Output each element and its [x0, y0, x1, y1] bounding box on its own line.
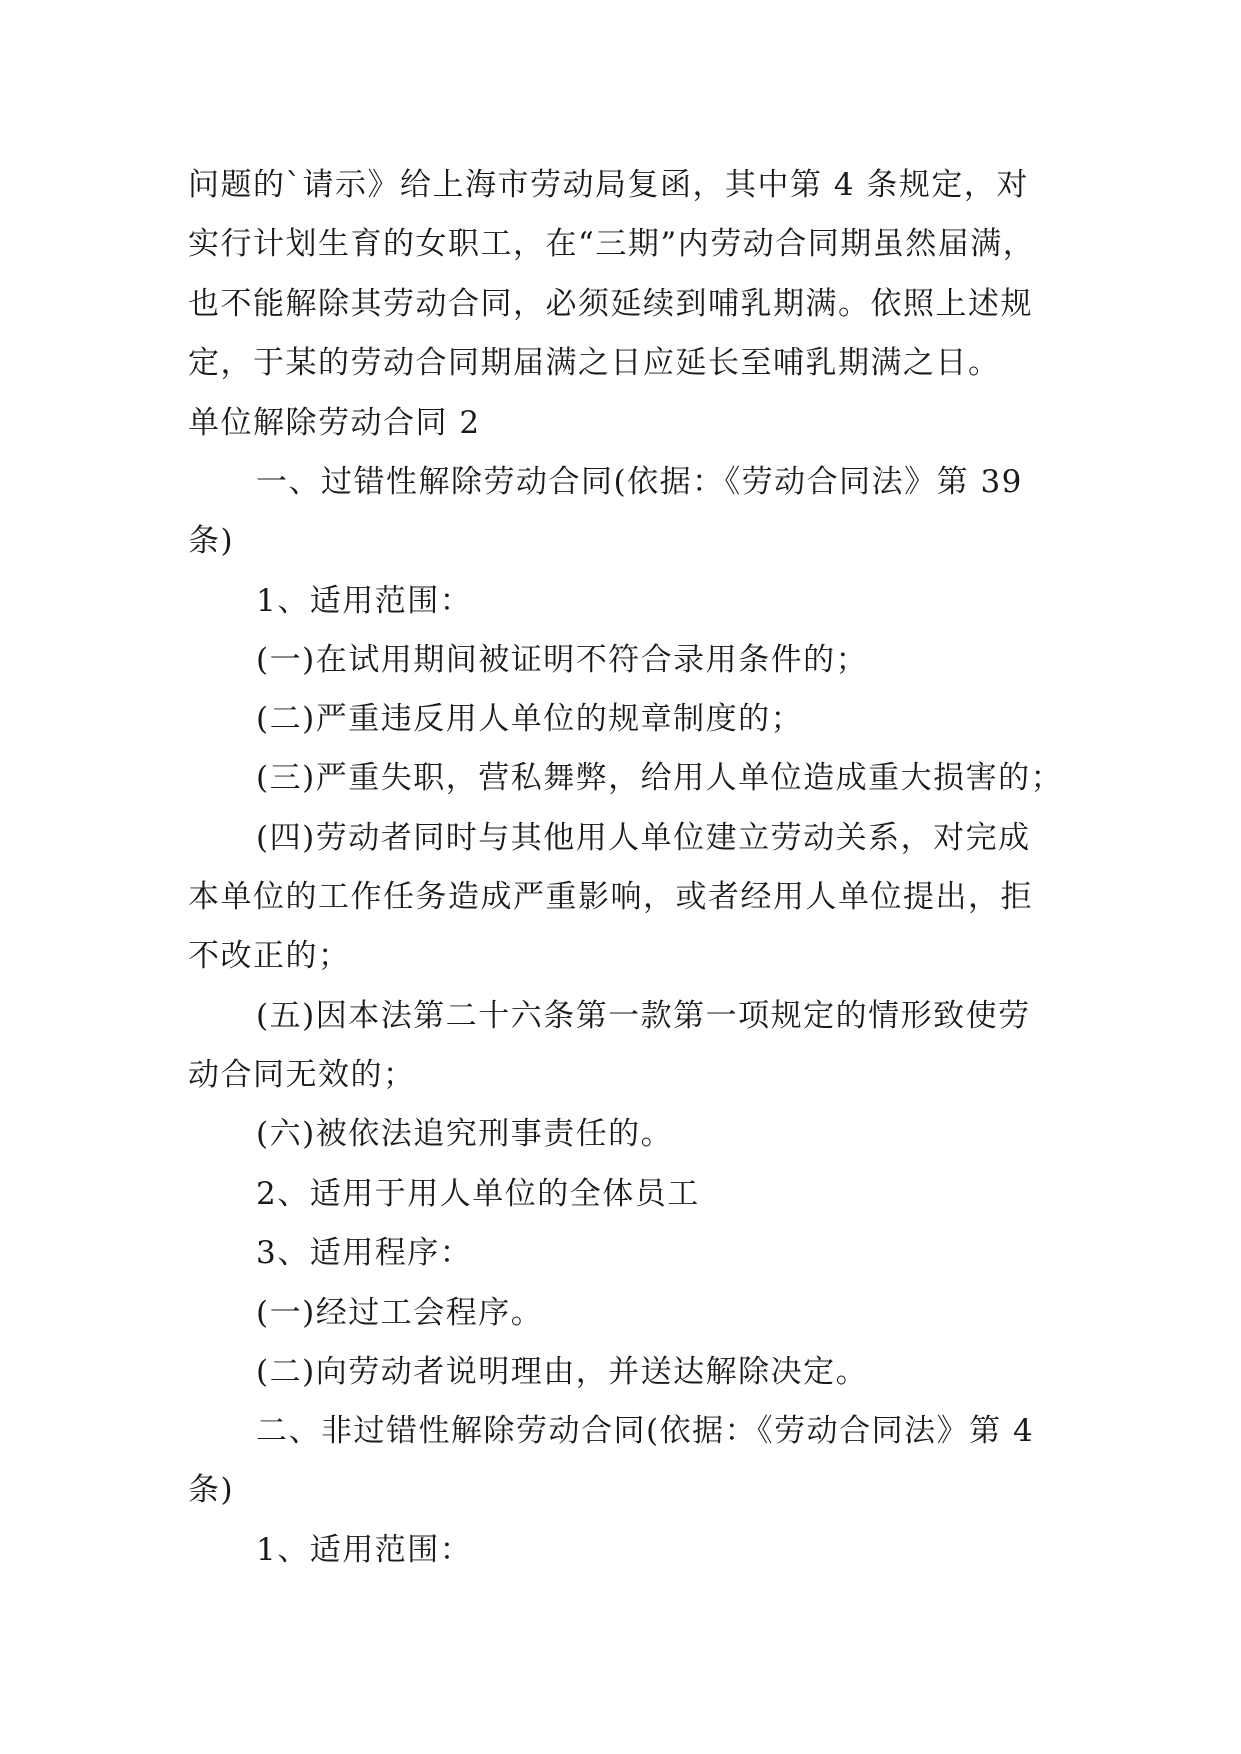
paragraph-line: 也不能解除其劳动合同，必须延续到哺乳期满。依照上述规	[188, 286, 1033, 322]
section-heading: 单位解除劳动合同 2	[188, 405, 481, 441]
paragraph-line: 定，于某的劳动合同期届满之日应延长至哺乳期满之日。	[188, 345, 1001, 381]
paragraph-line: 1、适用范围：	[256, 583, 473, 619]
paragraph-line: 3、适用程序：	[256, 1235, 473, 1271]
paragraph-line: 实行计划生育的女职工，在“三期”内劳动合同期虽然届满，	[188, 226, 1036, 262]
paragraph-line: 条)	[188, 523, 235, 559]
paragraph-line: 一、过错性解除劳动合同(依据：《劳动合同法》第 39	[256, 464, 1023, 500]
paragraph-line: 不改正的；	[188, 938, 351, 974]
paragraph-line: 1、适用范围：	[256, 1532, 473, 1568]
paragraph-line: 动合同无效的；	[188, 1057, 416, 1093]
paragraph-line: (二)向劳动者说明理由，并送达解除决定。	[256, 1354, 869, 1390]
paragraph-line: (二)严重违反用人单位的规章制度的；	[256, 701, 804, 737]
paragraph-line: (三)严重失职，营私舞弊，给用人单位造成重大损害的；	[256, 760, 1064, 796]
paragraph-line: (一)在试用期间被证明不符合录用条件的；	[256, 642, 869, 678]
paragraph-line: 本单位的工作任务造成严重影响，或者经用人单位提出，拒	[188, 879, 1033, 915]
paragraph-line: (四)劳动者同时与其他用人单位建立劳动关系，对完成	[256, 820, 1031, 856]
paragraph-line: (一)经过工会程序。	[256, 1295, 544, 1331]
paragraph-line: 2、适用于用人单位的全体员工	[256, 1176, 700, 1212]
paragraph-line: (五)因本法第二十六条第一款第一项规定的情形致使劳	[256, 998, 1031, 1034]
paragraph-line: 二、非过错性解除劳动合同(依据：《劳动合同法》第 4	[256, 1413, 1035, 1449]
paragraph-line: 条)	[188, 1472, 235, 1508]
paragraph-line: (六)被依法追究刑事责任的。	[256, 1116, 674, 1152]
paragraph-line: 问题的`请示》给上海市劳动局复函，其中第 4 条规定，对	[188, 167, 1029, 203]
